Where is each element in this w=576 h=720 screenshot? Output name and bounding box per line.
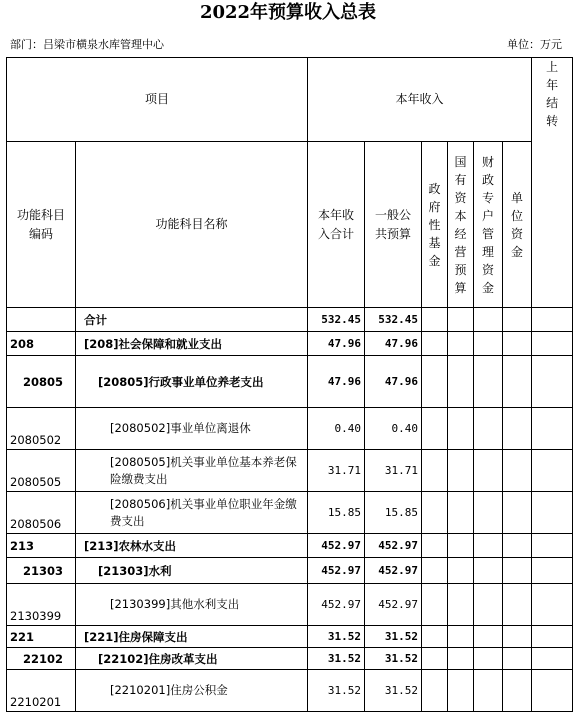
cell-func-code: 2080506 [7,492,76,534]
header-current-income: 本年收入 [308,58,532,142]
cell-general-budget: 452.97 [365,534,422,558]
cell-unit-funds [503,584,532,626]
table-row [7,408,573,450]
cell-income-total: 452.97 [308,534,365,558]
cell-prev-balance [532,584,573,626]
cell-func-name: [22102]住房改革支出 [76,648,308,670]
cell-gov-fund [422,626,448,648]
cell-unit-funds [503,534,532,558]
cell-gov-fund [422,534,448,558]
cell-gov-fund [422,648,448,670]
cell-state-capital [448,626,474,648]
table-row [7,332,573,356]
cell-unit-funds [503,356,532,408]
cell-state-capital [448,332,474,356]
table-row [7,670,573,712]
cell-prev-balance [532,332,573,356]
cell-general-budget: 15.85 [365,492,422,534]
cell-func-name: [2080506]机关事业单位职业年金缴费支出 [76,492,308,534]
cell-func-name: [2210201]住房公积金 [76,670,308,712]
cell-unit-funds [503,450,532,492]
cell-func-code: 2130399 [7,584,76,626]
table-row [7,648,573,670]
cell-income-total: 0.40 [308,408,365,450]
cell-func-code: 21303 [7,558,76,584]
cell-income-total: 31.52 [308,626,365,648]
cell-func-code: 213 [7,534,76,558]
cell-func-code: 208 [7,332,76,356]
cell-general-budget: 31.71 [365,450,422,492]
cell-func-code: 221 [7,626,76,648]
cell-general-budget: 452.97 [365,558,422,584]
cell-state-capital [448,534,474,558]
cell-general-budget: 452.97 [365,584,422,626]
header-unit-funds: 单位资金 [503,142,532,308]
cell-fiscal-special [474,450,503,492]
cell-unit-funds [503,626,532,648]
cell-state-capital [448,558,474,584]
cell-income-total: 15.85 [308,492,365,534]
cell-income-total: 452.97 [308,558,365,584]
cell-fiscal-special [474,670,503,712]
cell-fiscal-special [474,626,503,648]
cell-unit-funds [503,308,532,332]
cell-general-budget: 47.96 [365,332,422,356]
cell-fiscal-special [474,558,503,584]
cell-func-name: [20805]行政事业单位养老支出 [76,356,308,408]
cell-func-name: [213]农林水支出 [76,534,308,558]
header-project: 项目 [7,58,308,142]
sub-header [0,34,576,56]
unit-label: 单位：万元 [507,38,562,51]
table-row [7,356,573,408]
table-row [7,558,573,584]
cell-func-name: [221]住房保障支出 [76,626,308,648]
cell-state-capital [448,356,474,408]
cell-prev-balance [532,534,573,558]
cell-func-name: [21303]水利 [76,558,308,584]
cell-fiscal-special [474,356,503,408]
cell-gov-fund [422,308,448,332]
cell-gov-fund [422,408,448,450]
cell-func-code: 22102 [7,648,76,670]
cell-fiscal-special [474,492,503,534]
header-func-code: 功能科目编码 [7,142,76,308]
table-row [7,492,573,534]
cell-income-total: 31.52 [308,670,365,712]
page-title: 2022年预算收入总表 [199,2,377,23]
header-prev-balance: 上年结转 [532,58,573,308]
cell-general-budget: 31.52 [365,626,422,648]
cell-gov-fund [422,332,448,356]
cell-prev-balance [532,408,573,450]
cell-unit-funds [503,408,532,450]
cell-prev-balance [532,308,573,332]
cell-state-capital [448,584,474,626]
cell-prev-balance [532,450,573,492]
cell-gov-fund [422,450,448,492]
cell-income-total: 47.96 [308,356,365,408]
table-row [7,450,573,492]
table-row [7,584,573,626]
cell-unit-funds [503,492,532,534]
cell-income-total: 452.97 [308,584,365,626]
cell-func-name: [2080505]机关事业单位基本养老保险缴费支出 [76,450,308,492]
cell-state-capital [448,450,474,492]
cell-prev-balance [532,648,573,670]
cell-unit-funds [503,648,532,670]
table-row [7,626,573,648]
budget-table [6,57,573,712]
header-income-total: 本年收入合计 [308,142,365,308]
cell-func-code: 2210201 [7,670,76,712]
cell-prev-balance [532,626,573,648]
cell-fiscal-special [474,408,503,450]
cell-fiscal-special [474,332,503,356]
cell-unit-funds [503,558,532,584]
cell-fiscal-special [474,584,503,626]
department-label: 部门：吕梁市横泉水库管理中心 [10,38,164,51]
header-fiscal-special: 财政专户管理资金 [474,142,503,308]
cell-fiscal-special [474,648,503,670]
header-func-name: 功能科目名称 [76,142,308,308]
cell-gov-fund [422,670,448,712]
cell-func-code: 2080505 [7,450,76,492]
table-row [7,308,573,332]
cell-fiscal-special [474,308,503,332]
cell-func-name: [208]社会保障和就业支出 [76,332,308,356]
cell-state-capital [448,492,474,534]
cell-general-budget: 532.45 [365,308,422,332]
cell-income-total: 47.96 [308,332,365,356]
cell-income-total: 31.71 [308,450,365,492]
cell-prev-balance [532,558,573,584]
cell-prev-balance [532,670,573,712]
cell-func-name: [2130399]其他水利支出 [76,584,308,626]
cell-income-total: 532.45 [308,308,365,332]
cell-func-name: 合计 [76,308,308,332]
cell-general-budget: 31.52 [365,648,422,670]
cell-income-total: 31.52 [308,648,365,670]
cell-func-code [7,308,76,332]
cell-gov-fund [422,558,448,584]
table-row [7,534,573,558]
cell-gov-fund [422,492,448,534]
cell-state-capital [448,648,474,670]
header-gov-fund: 政府性基金 [422,142,448,308]
cell-general-budget: 47.96 [365,356,422,408]
cell-gov-fund [422,584,448,626]
cell-func-code: 20805 [7,356,76,408]
cell-fiscal-special [474,534,503,558]
cell-state-capital [448,308,474,332]
cell-general-budget: 0.40 [365,408,422,450]
cell-func-code: 2080502 [7,408,76,450]
cell-unit-funds [503,332,532,356]
cell-state-capital [448,408,474,450]
cell-func-name: [2080502]事业单位离退休 [76,408,308,450]
header-general-budget: 一般公共预算 [365,142,422,308]
cell-gov-fund [422,356,448,408]
cell-prev-balance [532,492,573,534]
header-state-capital: 国有资本经营预算 [448,142,474,308]
cell-unit-funds [503,670,532,712]
cell-prev-balance [532,356,573,408]
cell-state-capital [448,670,474,712]
cell-general-budget: 31.52 [365,670,422,712]
